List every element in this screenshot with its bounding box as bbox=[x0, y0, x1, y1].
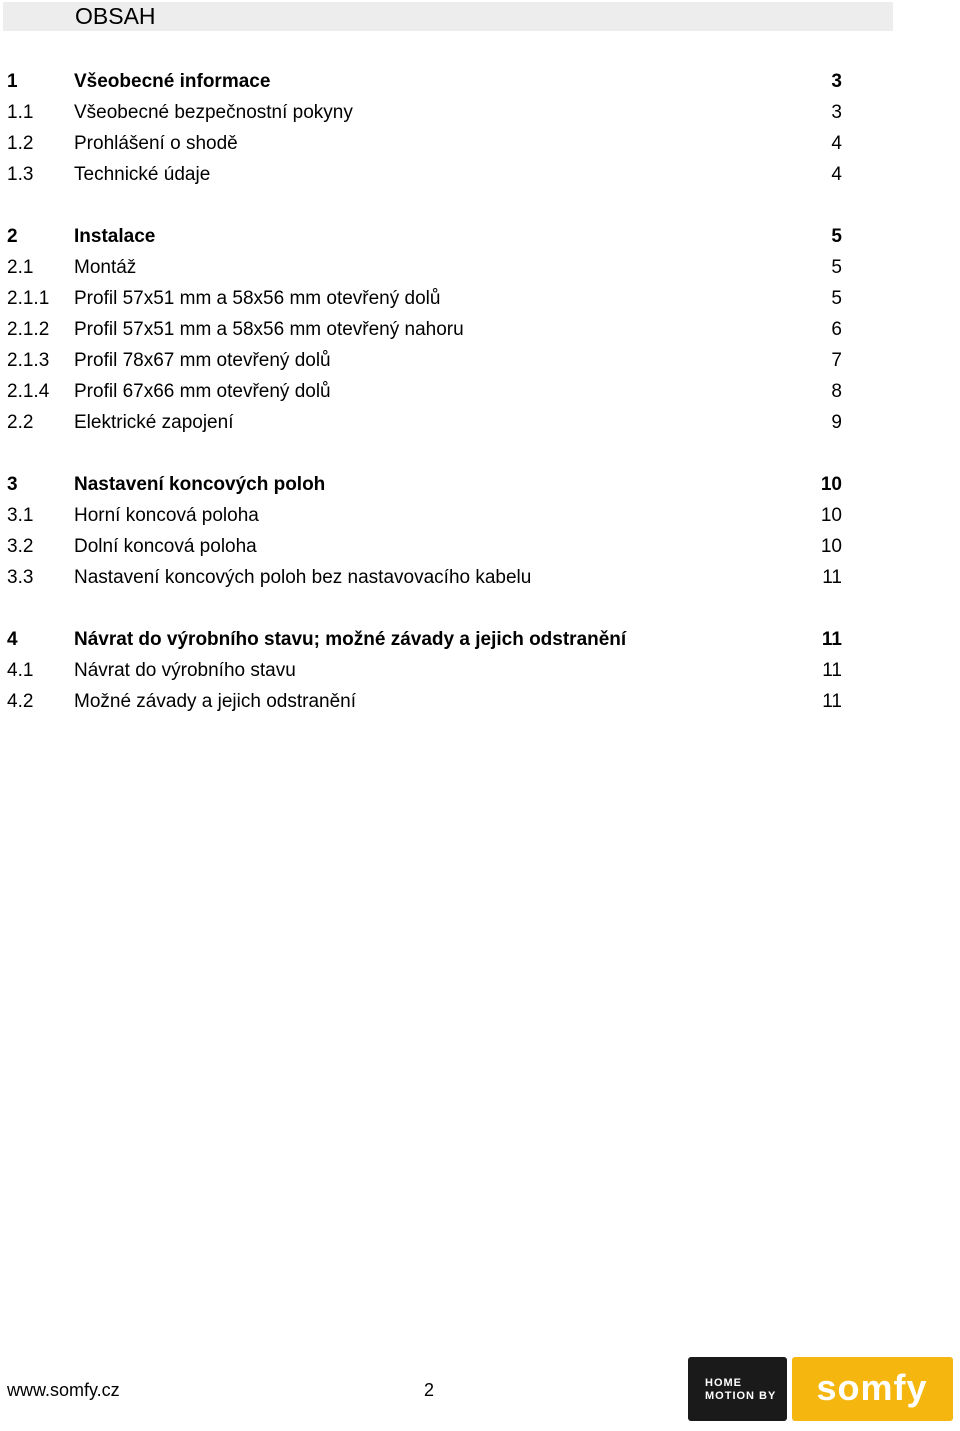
toc-entry-page: 3 bbox=[831, 102, 842, 123]
toc-entry-title: Montáž bbox=[74, 257, 137, 278]
toc-entry-title: Profil 67x66 mm otevřený dolů bbox=[74, 381, 331, 402]
toc-entry-number: 1.3 bbox=[7, 164, 34, 185]
toc-chapter-row[interactable] bbox=[0, 221, 960, 252]
logo-motion-by-text: MOTION BY bbox=[705, 1390, 777, 1402]
toc-entry-page: 5 bbox=[831, 257, 842, 278]
toc-entry-number: 3.1 bbox=[7, 505, 34, 526]
toc-entry-page: 5 bbox=[831, 288, 842, 309]
toc-entry-title: Nastavení koncových poloh bez nastavovacího kabelu bbox=[74, 567, 532, 588]
toc-entry-row[interactable] bbox=[0, 686, 960, 717]
toc-entry-title: Všeobecné bezpečnostní pokyny bbox=[74, 102, 353, 123]
toc-entry-number: 3.2 bbox=[7, 536, 34, 557]
toc-entry-row[interactable] bbox=[0, 655, 960, 686]
toc-entry-page: 9 bbox=[831, 412, 842, 433]
toc-entry-row[interactable] bbox=[0, 128, 960, 159]
toc-entry-title: Profil 78x67 mm otevřený dolů bbox=[74, 350, 331, 371]
toc-section-gap bbox=[0, 190, 960, 221]
toc-entry-title: Prohlášení o shodě bbox=[74, 133, 238, 154]
toc-entry-row[interactable] bbox=[0, 500, 960, 531]
toc-entry-title: Instalace bbox=[74, 226, 156, 247]
toc-entry-row[interactable] bbox=[0, 283, 960, 314]
logo-brand-text: somfy bbox=[816, 1367, 928, 1408]
toc-entry-row[interactable] bbox=[0, 562, 960, 593]
toc-entry-page: 5 bbox=[831, 226, 842, 247]
toc-entry-row[interactable] bbox=[0, 252, 960, 283]
toc-chapter-row[interactable] bbox=[0, 66, 960, 97]
toc-entry-title: Horní koncová poloha bbox=[74, 505, 259, 526]
toc-entry-page: 4 bbox=[831, 164, 842, 185]
toc-entry-title: Nastavení koncových poloh bbox=[74, 474, 326, 495]
toc-entry-page: 10 bbox=[820, 505, 842, 526]
toc-entry-number: 4.1 bbox=[7, 660, 34, 681]
table-of-contents bbox=[0, 66, 960, 717]
toc-section-gap bbox=[0, 438, 960, 469]
logo-black-badge bbox=[688, 1357, 787, 1421]
toc-heading-bar bbox=[3, 2, 893, 31]
toc-entry-number: 2.1 bbox=[7, 257, 34, 278]
toc-entry-page: 10 bbox=[820, 474, 842, 495]
toc-entry-row[interactable] bbox=[0, 531, 960, 562]
toc-entry-page: 4 bbox=[831, 133, 842, 154]
toc-entry-title: Profil 57x51 mm a 58x56 mm otevřený nahoru bbox=[74, 319, 464, 340]
toc-entry-row[interactable] bbox=[0, 376, 960, 407]
toc-entry-page: 11 bbox=[822, 567, 842, 588]
toc-entry-number: 4 bbox=[7, 629, 18, 650]
footer-url: www.somfy.cz bbox=[7, 1380, 120, 1400]
logo-home-text: HOME bbox=[705, 1377, 742, 1389]
toc-entry-number: 4.2 bbox=[7, 691, 34, 712]
toc-entry-page: 8 bbox=[831, 381, 842, 402]
toc-entry-title: Technické údaje bbox=[74, 164, 211, 185]
toc-entry-number: 2.1.4 bbox=[7, 381, 50, 402]
toc-entry-title: Elektrické zapojení bbox=[74, 412, 234, 433]
toc-entry-number: 2.1.3 bbox=[7, 350, 50, 371]
toc-entry-page: 10 bbox=[820, 536, 842, 557]
somfy-logo bbox=[688, 1357, 953, 1421]
toc-entry-number: 3 bbox=[7, 474, 18, 495]
toc-entry-number: 3.3 bbox=[7, 567, 34, 588]
toc-entry-title: Možné závady a jejich odstranění bbox=[74, 691, 356, 712]
toc-entry-title: Návrat do výrobního stavu; možné závady a jejich odstranění bbox=[74, 629, 627, 650]
toc-entry-number: 2.1.2 bbox=[7, 319, 50, 340]
toc-entry-page: 3 bbox=[831, 71, 842, 92]
toc-entry-row[interactable] bbox=[0, 159, 960, 190]
toc-entry-page: 6 bbox=[831, 319, 842, 340]
toc-entry-page: 11 bbox=[822, 660, 842, 681]
toc-entry-title: Dolní koncová poloha bbox=[74, 536, 257, 557]
toc-entry-page: 11 bbox=[822, 691, 842, 712]
toc-entry-number: 1 bbox=[7, 71, 18, 92]
toc-entry-row[interactable] bbox=[0, 345, 960, 376]
page-title: OBSAH bbox=[75, 3, 156, 29]
toc-entry-title: Všeobecné informace bbox=[74, 71, 271, 92]
toc-entry-row[interactable] bbox=[0, 407, 960, 438]
toc-entry-number: 2.1.1 bbox=[7, 288, 50, 309]
footer-page-number: 2 bbox=[424, 1380, 435, 1400]
toc-entry-page: 7 bbox=[831, 350, 842, 371]
toc-entry-row[interactable] bbox=[0, 314, 960, 345]
toc-entry-title: Profil 57x51 mm a 58x56 mm otevřený dolů bbox=[74, 288, 441, 309]
toc-entry-page: 11 bbox=[821, 629, 842, 650]
toc-entry-row[interactable] bbox=[0, 97, 960, 128]
toc-entry-number: 2.2 bbox=[7, 412, 34, 433]
toc-entry-title: Návrat do výrobního stavu bbox=[74, 660, 296, 681]
toc-chapter-row[interactable] bbox=[0, 624, 960, 655]
toc-chapter-row[interactable] bbox=[0, 469, 960, 500]
toc-entry-number: 1.2 bbox=[7, 133, 34, 154]
toc-section-gap bbox=[0, 593, 960, 624]
toc-entry-number: 2 bbox=[7, 226, 18, 247]
toc-entry-number: 1.1 bbox=[7, 102, 34, 123]
